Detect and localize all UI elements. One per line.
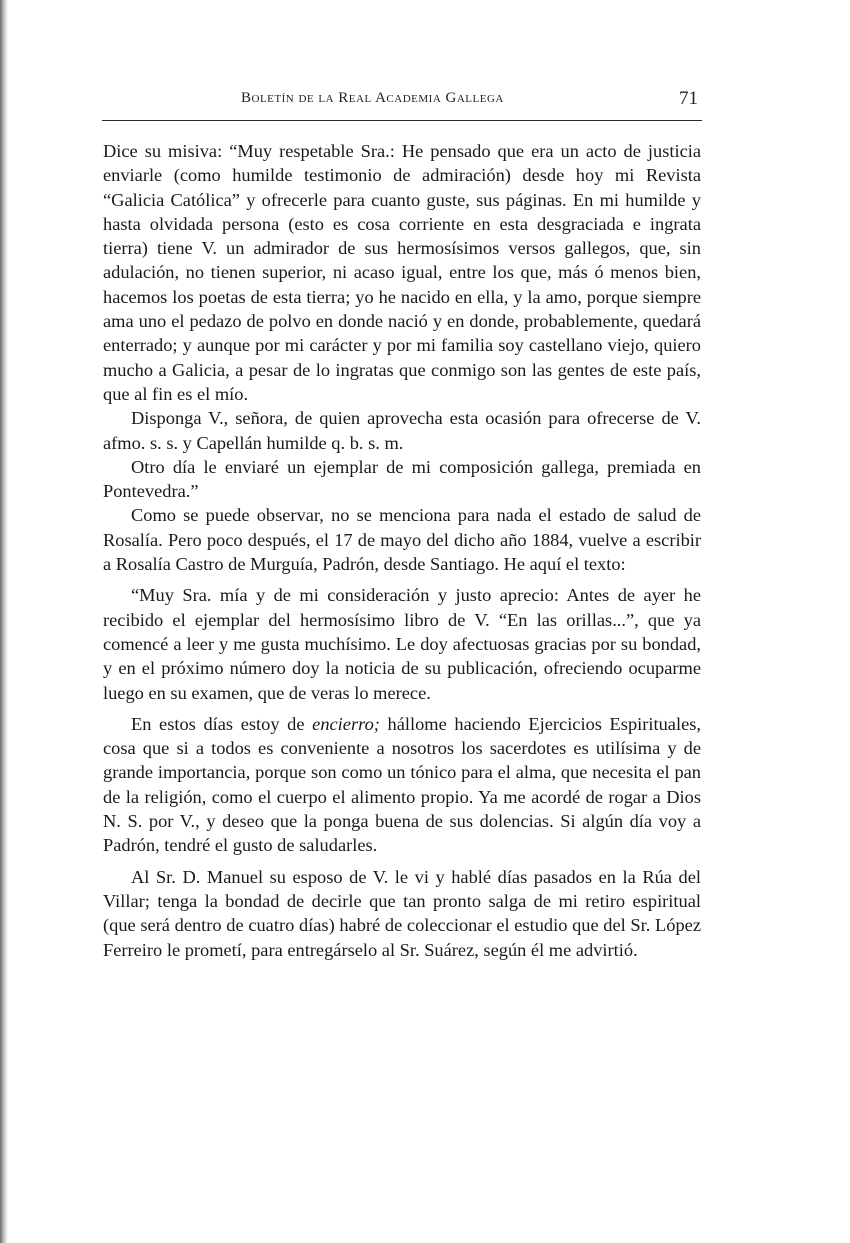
paragraph-husband-mention: Al Sr. D. Manuel su esposo de V. le vi y hablé días pasados en la Rúa del Villar; tenga la bondad de decirle que tan pronto salga de mi retiro espiritual (que será dentro de cuatro días) habré de coleccionar el estudio que del Sr. López Ferreiro le prometí, para entregárselo al Sr. Suárez, según él me advirtió. <box>103 866 701 960</box>
paragraph-commentary: Como se puede observar, no se menciona para nada el estado de salud de Rosalía. Pero poco después, el 17 de mayo del dicho año 1884, vuelve a escribir a Rosalía Castro de Murguía, Padrón, desde Santiago. He aquí el texto: <box>103 505 701 575</box>
page-number: 71 <box>679 88 698 109</box>
page-binding-shadow <box>0 0 8 1243</box>
body-text <box>103 139 701 962</box>
paragraph-letter-opening: Dice su misiva: “Muy respetable Sra.: He pensado que era un acto de justicia enviarle (como humilde testimonio de admiración) desde hoy mi Revista “Galicia Católica” y ofrecerle para cuanto guste, sus páginas. En mi humilde y hasta olvidada persona (esto es cosa corriente en esta desgraciada e ingrata tierra) tiene V. un admirador de sus hermosísimos versos gallegos, que, sin adulación, no tienen superior, ni acaso igual, entre los que, más ó menos bien, hacemos los poetas de esta tierra; yo he nacido en ella, y la amo, porque siempre ama uno el pedazo de polvo en donde nació y en donde, probablemente, quedará enterrado; y aunque por mi carácter y por mi familia soy castellano viejo, quiero mucho a Galicia, a pesar de lo ingratas que conmigo son las gentes de este país, que al fin es el mío. <box>103 141 701 404</box>
paragraph-second-letter-opening: “Muy Sra. mía y de mi consideración y justo aprecio: Antes de ayer he recibido el ejemplar del hermosísimo libro de V. “En las orillas...”, que ya comencé a leer y me gusta muchísimo. Le doy afectuosas gracias por su bondad, y en el próximo número doy la noticia de su publicación, ofreciendo ocuparme luego en su examen, que de veras lo merece. <box>103 585 701 703</box>
italic-word: encierro; <box>312 713 380 734</box>
paragraph-letter-closing: Disponga V., señora, de quien aprovecha esta ocasión para ofrecerse de V. afmo. s. s. y Capellán humilde q. b. s. m. <box>103 408 701 453</box>
paragraph-spiritual-exercises <box>103 712 701 858</box>
paragraph-text-segment: hállome haciendo Ejercicios Espirituales, cosa que si a todos es conveniente a nosotros los sacerdotes es utilísima y de grande importancia, porque son como un tónico para el alma, que necesita el pan de la religión, como el cuerpo el alimento propio. Ya me acordé de rogar a Dios N. S. por V., y deseo que la ponga buena de sus dolencias. Si algún día voy a Padrón, tendré el gusto de saludarles. <box>103 713 701 856</box>
paragraph-letter-postscript: Otro día le enviaré un ejemplar de mi composición gallega, premiada en Pontevedra.” <box>103 456 701 502</box>
paragraph-text-segment: En estos días estoy de <box>131 713 313 734</box>
running-head: Boletín de la Real Academia Gallega <box>241 90 504 106</box>
header-rule <box>102 120 702 121</box>
page-header <box>100 88 704 112</box>
